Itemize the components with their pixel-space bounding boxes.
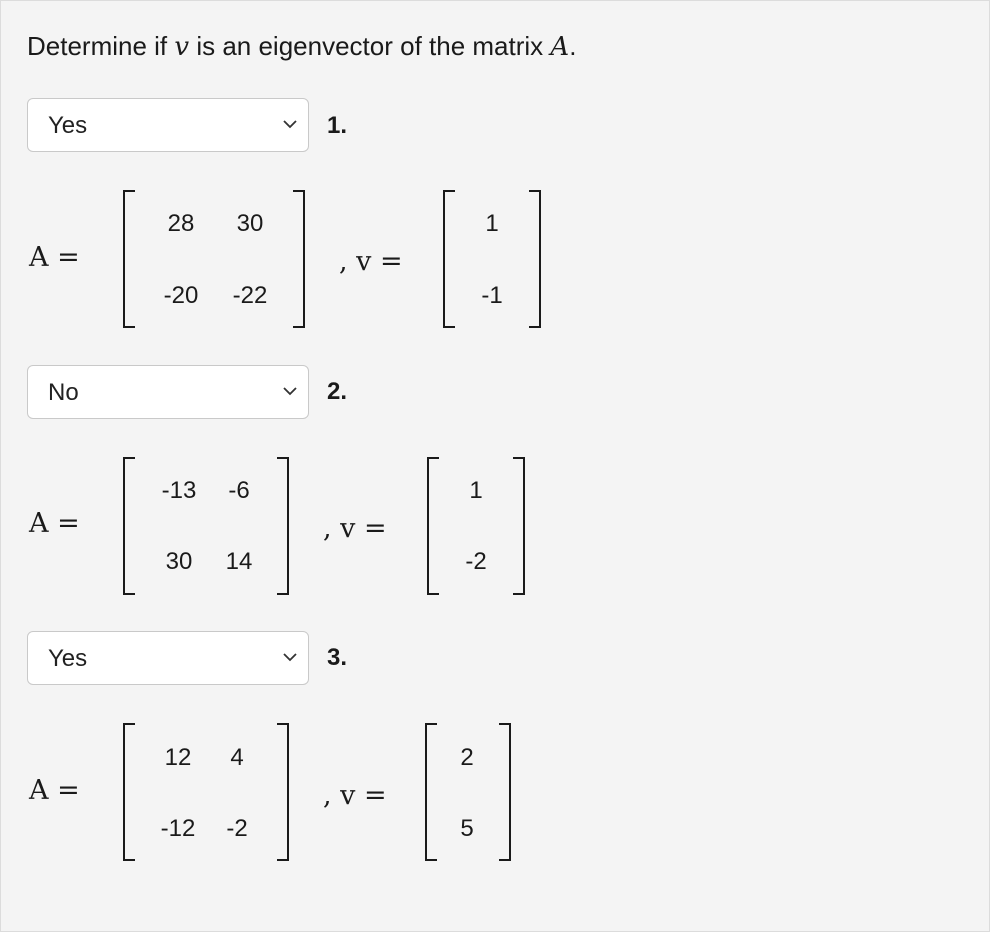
chevron-down-icon [282, 118, 298, 130]
answer-select-1[interactable] [27, 98, 309, 152]
prompt-text-mid: is an eigenvector of the matrix [196, 31, 544, 61]
matrix-cell: 28 [167, 210, 195, 237]
matrix-A-label: A = [29, 775, 80, 806]
vector-cell: -1 [481, 282, 503, 309]
matrix-cell: 4 [230, 744, 244, 771]
left-bracket [123, 190, 135, 328]
vector-v-label: , v = [339, 246, 403, 277]
right-bracket [513, 457, 525, 595]
answer-select-3[interactable] [27, 631, 309, 685]
matrix-cell: -13 [161, 477, 197, 504]
question-number-3: 3. [327, 644, 348, 671]
vector-cell: 2 [460, 744, 474, 771]
vector-cell: 1 [485, 210, 499, 237]
answer-select-value: Yes [48, 645, 88, 672]
answer-select-value: No [48, 379, 79, 406]
prompt-var-v: v [174, 32, 190, 62]
answer-select-value: Yes [48, 112, 88, 139]
left-bracket [427, 457, 439, 595]
question-number-2: 2. [327, 378, 348, 405]
vector-v-label: , v = [323, 780, 387, 811]
right-bracket [277, 457, 289, 595]
vector-cell: 1 [469, 477, 483, 504]
vector-cell: 5 [460, 815, 474, 842]
matrix-cell: 30 [236, 210, 264, 237]
right-bracket [529, 190, 541, 328]
matrix-cell: 30 [165, 548, 193, 575]
right-bracket [499, 723, 511, 861]
prompt-text-before: Determine if [27, 31, 168, 61]
prompt-text-end: . [569, 31, 577, 61]
prompt-var-A: A [550, 32, 570, 62]
matrix-cell: -22 [232, 282, 268, 309]
right-bracket [293, 190, 305, 328]
right-bracket [277, 723, 289, 861]
left-bracket [425, 723, 437, 861]
matrix-cell: -2 [226, 815, 248, 842]
matrix-cell: -20 [163, 282, 199, 309]
left-bracket [123, 723, 135, 861]
matrix-cell: 14 [225, 548, 253, 575]
matrix-cell: -12 [160, 815, 196, 842]
question-prompt [27, 29, 576, 64]
left-bracket [443, 190, 455, 328]
chevron-down-icon [282, 385, 298, 397]
answer-select-2[interactable] [27, 365, 309, 419]
question-number-1: 1. [327, 112, 348, 139]
left-bracket [123, 457, 135, 595]
vector-cell: -2 [465, 548, 487, 575]
vector-v-label: , v = [323, 513, 387, 544]
matrix-cell: -6 [228, 477, 250, 504]
matrix-A-label: A = [29, 508, 80, 539]
chevron-down-icon [282, 651, 298, 663]
matrix-cell: 12 [164, 744, 192, 771]
matrix-A-label: A = [29, 242, 80, 273]
